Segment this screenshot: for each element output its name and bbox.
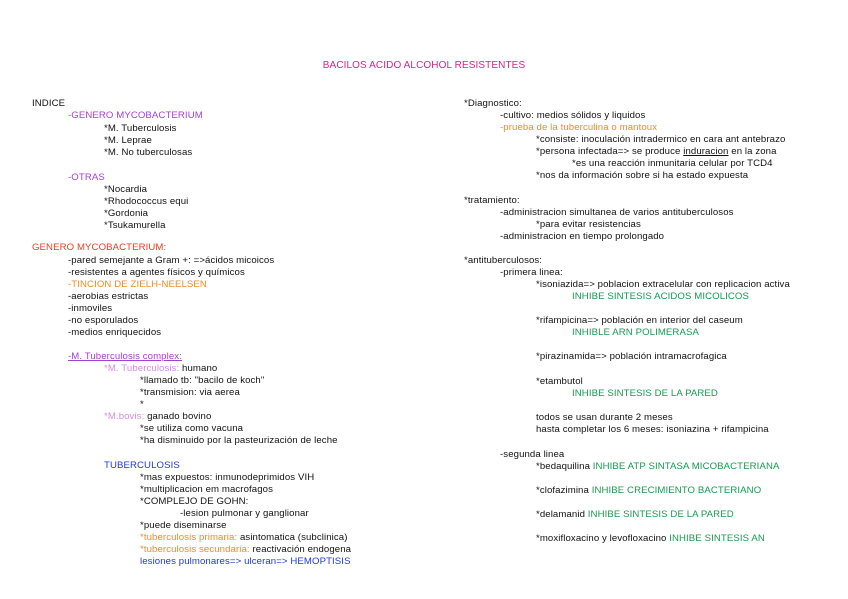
drug-name: *clofazimina (536, 485, 589, 496)
drug-isoniazida: *isoniazida=> poblacion extracelular con replicacion activa (536, 279, 790, 290)
drug-mechanism: INHIBE ATP SINTASA MICOBACTERIANA (592, 461, 780, 472)
list-item: *COMPLEJO DE GOHN: (140, 496, 249, 507)
list-item-primaria (140, 532, 348, 543)
list-item: -resistentes a agentes físicos y químicos (68, 267, 245, 278)
section-heading-diagnostico: *Diagnostico: (464, 98, 522, 109)
list-item: *consiste: inoculación intradermico en cara ant antebrazo (536, 134, 786, 145)
drug-mechanism: INHIBLE ARN POLIMERASA (572, 327, 699, 338)
drug-mechanism: INHIBE SINTESIS AN (669, 533, 765, 544)
list-item-hemoptisis: lesiones pulmonares=> ulceran=> HEMOPTISIS (140, 556, 351, 567)
subheading-segunda-linea: -segunda linea (500, 449, 565, 460)
drug-mechanism: INHIBE SINTESIS DE LA PARED (572, 388, 718, 399)
drug-etambutol: *etambutol (536, 376, 583, 387)
index-otras: -OTRAS (68, 172, 105, 183)
list-item: *mas expuestos: inmunodeprimidos VIH (140, 472, 315, 483)
list-item: -aerobias estrictas (68, 291, 149, 302)
index-item: *Nocardia (104, 184, 148, 195)
index-item: *Tsukamurella (104, 220, 166, 231)
list-item: -pared semejante a Gram +: =>ácidos micoicos (68, 255, 275, 266)
list-item: *llamado tb: "bacilo de koch" (140, 375, 265, 386)
list-item: -no esporulados (68, 315, 139, 326)
list-item: *ha disminuido por la pasteurización de leche (140, 435, 338, 446)
subheading-tuberculosis: TUBERCULOSIS (104, 460, 180, 471)
persona-text: *persona infectada=> se produce (536, 146, 681, 157)
index-item: *M. Tuberculosis (104, 123, 177, 134)
drug-mechanism: INHIBE SINTESIS ACIDOS MICOLICOS (572, 291, 749, 302)
list-item: -administracion simultanea de varios antituberculosos (500, 207, 734, 218)
list-item: *nos da información sobre si ha estado expuesta (536, 170, 749, 181)
drug-name: *delamanid (536, 509, 586, 520)
drug-name: *bedaquilina (536, 461, 591, 472)
value-mbovis: ganado bovino (147, 411, 212, 422)
list-item: -cultivo: medios sólidos y liquidos (500, 110, 646, 121)
section-heading-antituberculosos: *antituberculosos: (464, 255, 543, 266)
index-item: *M. Leprae (104, 135, 152, 146)
list-item-tincion: -TINCION DE ZIELH-NEELSEN (68, 279, 207, 290)
page-title: BACILOS ACIDO ALCOHOL RESISTENTES (322, 60, 526, 71)
list-item: *transmision: via aerea (140, 387, 240, 398)
label-mtb: *M. Tuberculosis: (104, 363, 180, 374)
drug-rifampicina: *rifampicina=> población en interior del caseum (536, 315, 743, 326)
drug-clofazimina (536, 485, 761, 496)
list-item: -medios enriquecidos (68, 327, 162, 338)
note: todos se usan durante 2 meses (536, 412, 673, 423)
list-item: *puede diseminarse (140, 520, 227, 531)
list-item: -lesion pulmonar y ganglionar (180, 508, 309, 519)
section-heading-genero: GENERO MYCOBACTERIUM: (32, 242, 167, 253)
index-item: *M. No tuberculosas (104, 147, 193, 158)
list-item-persona (536, 146, 777, 157)
persona-induracion: induracion (683, 146, 729, 157)
drug-name: *moxifloxacino y levofloxacino (536, 533, 667, 544)
list-item-mtb (104, 363, 217, 374)
list-item: -administracion en tiempo prolongado (500, 231, 665, 242)
index-item: *Gordonia (104, 208, 149, 219)
subheading-tb-complex: -M. Tuberculosis complex: (68, 351, 182, 362)
index-heading: INDICE (32, 98, 66, 109)
list-item-secundaria (140, 544, 351, 555)
list-item-mbovis (104, 411, 211, 422)
label-mbovis: *M.bovis: (104, 411, 145, 422)
list-item-empty: * (140, 399, 144, 410)
persona-text-end: en la zona (731, 146, 777, 157)
value-secundaria: reactivación endogena (252, 544, 352, 555)
list-item: *se utiliza como vacuna (140, 423, 244, 434)
index-genero-mycobacterium: -GENERO MYCOBACTERIUM (68, 110, 203, 121)
label-primaria: *tuberculosis primaria: (140, 532, 238, 543)
note: hasta completar los 6 meses: isoniazina + rifampicina (536, 424, 769, 435)
list-item: *multiplicacion em macrofagos (140, 484, 274, 495)
drug-bedaquilina (536, 461, 779, 472)
drug-pirazinamida: *pirazinamida=> población intramacrofagica (536, 351, 727, 362)
drug-moxifloxacino (536, 533, 765, 544)
section-heading-tratamiento: *tratamiento: (464, 195, 520, 206)
value-mtb: humano (182, 363, 218, 374)
drug-delamanid (536, 509, 734, 520)
value-primaria: asintomatica (subclinica) (239, 532, 348, 543)
drug-mechanism: INHIBE SINTESIS DE LA PARED (587, 509, 734, 520)
subheading-primera-linea: -primera linea: (500, 267, 563, 278)
label-secundaria: *tuberculosis secundaria: (140, 544, 250, 555)
list-item: -inmoviles (68, 303, 113, 314)
list-item: *es una reacción inmunitaria celular por TCD4 (572, 158, 773, 169)
drug-mechanism: INHIBE CRECIMIENTO BACTERIANO (591, 485, 762, 496)
index-item: *Rhodococcus equi (104, 196, 189, 207)
list-item: *para evitar resistencias (536, 219, 641, 230)
list-item-prueba: -prueba de la tuberculina o mantoux (500, 122, 658, 133)
